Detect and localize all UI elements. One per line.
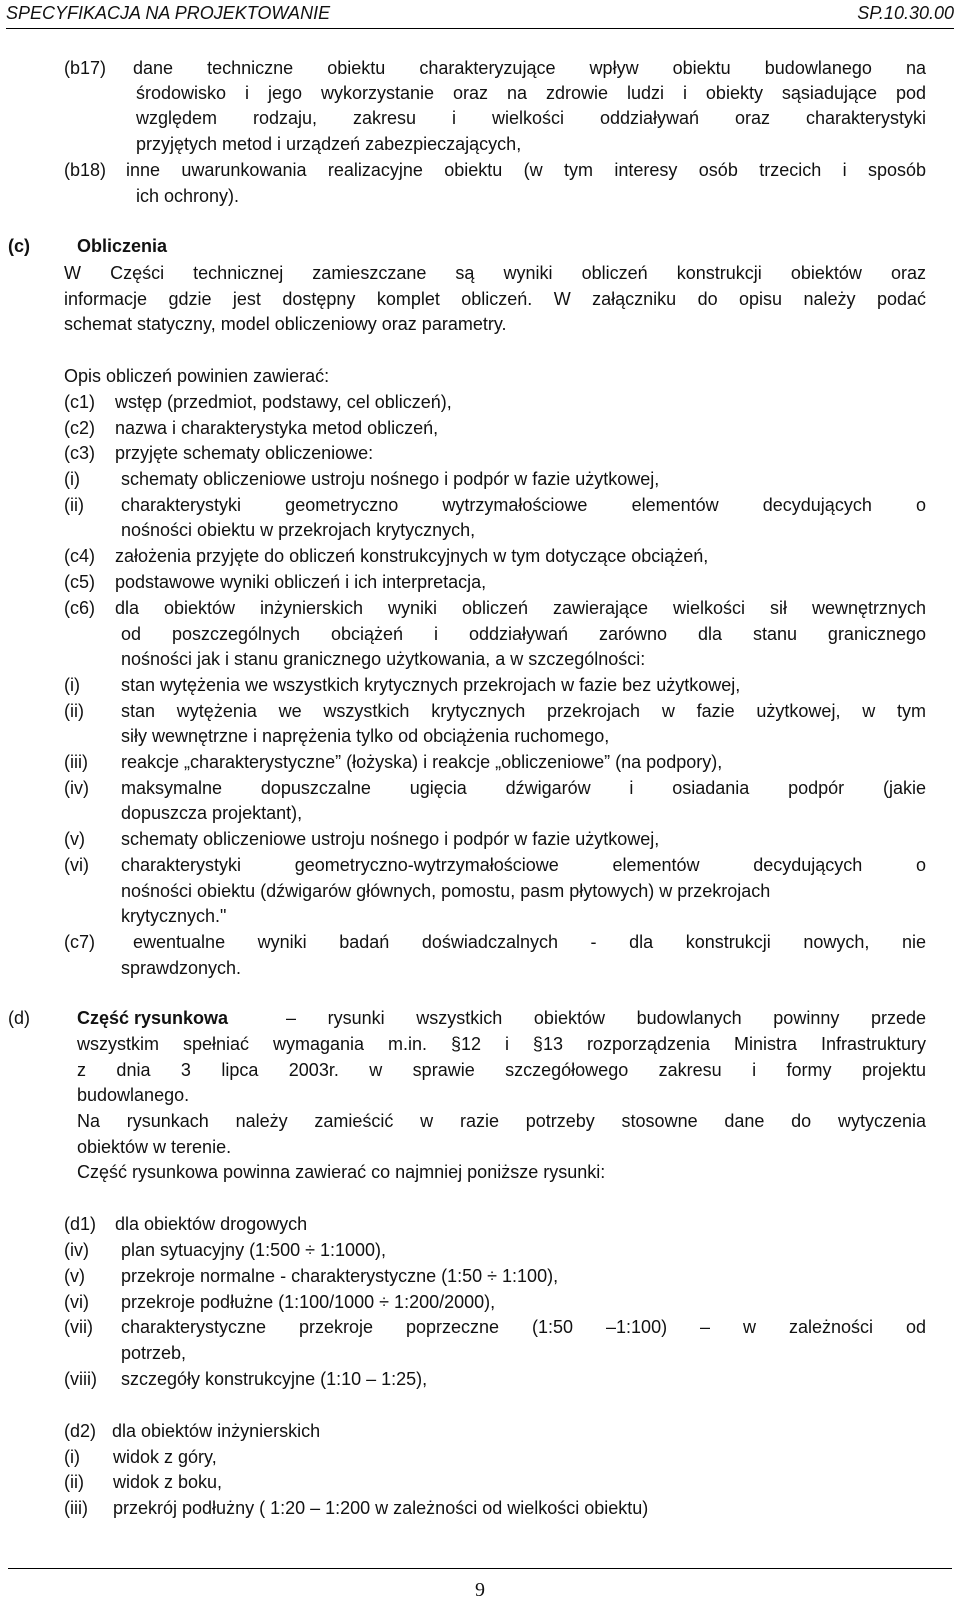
text-line: krytycznych." bbox=[121, 906, 227, 926]
section-label-d: (d) bbox=[8, 1008, 30, 1028]
subitem-label: (iii) bbox=[64, 752, 88, 772]
text-line: przekroje normalne - charakterystyczne (1:50 ÷ 1:100), bbox=[121, 1266, 559, 1286]
subitem-label: (v) bbox=[64, 1266, 85, 1286]
text-line: informacje gdzie jest dostępny komplet obliczeń. W załączniku do opisu należy podać bbox=[64, 289, 926, 309]
item-label-c2: (c2) bbox=[64, 418, 95, 438]
subitem-label: (iii) bbox=[64, 1498, 88, 1518]
section-heading-czesc-rysunkowa: Część rysunkowa bbox=[77, 1008, 229, 1028]
text-line: środowisko i jego wykorzystanie oraz na zdrowie ludzi i obiekty sąsiadujące pod bbox=[136, 83, 926, 103]
text-line: dla obiektów inżynierskich bbox=[112, 1421, 321, 1441]
text-line: dane techniczne obiektu charakteryzujące wpływ obiektu budowlanego na bbox=[133, 58, 926, 78]
subitem-label: (vi) bbox=[64, 855, 89, 875]
text-line: przyjęte schematy obliczeniowe: bbox=[115, 443, 374, 463]
text-line: widok z boku, bbox=[113, 1472, 223, 1492]
section-label-c: (c) bbox=[8, 236, 30, 256]
text-line: siły wewnętrzne i naprężenia tylko od obciążenia ruchomego, bbox=[121, 726, 610, 746]
section-heading-obliczenia: Obliczenia bbox=[77, 236, 168, 256]
text-line: nośności jak i stanu granicznego użytkowania, a w szczególności: bbox=[121, 649, 646, 669]
text-line: schematy obliczeniowe ustroju nośnego i podpór w fazie użytkowej, bbox=[121, 469, 660, 489]
item-label-d1: (d1) bbox=[64, 1214, 97, 1234]
subitem-label: (ii) bbox=[64, 701, 84, 721]
text-line: – rysunki wszystkich obiektów budowlanych powinny przede bbox=[286, 1008, 926, 1028]
text-line: maksymalne dopuszczalne ugięcia dźwigarów i osiadania podpór (jakie bbox=[121, 778, 926, 798]
text-line: wstęp (przedmiot, podstawy, cel obliczeń), bbox=[115, 392, 452, 412]
subitem-label: (iv) bbox=[64, 1240, 89, 1260]
document-code: SP.10.30.00 bbox=[857, 3, 954, 23]
text-line: wszystkim spełniać wymagania m.in. §12 i §13 rozporządzenia Ministra Infrastruktury bbox=[77, 1034, 926, 1054]
text-line: nośności obiektu (dźwigarów głównych, pomostu, pasm płytowych) w przekrojach bbox=[121, 881, 771, 901]
text-line: reakcje „charakterystyczne” (łożyska) i reakcje „obliczeniowe” (na podpory), bbox=[121, 752, 723, 772]
text-line: budowlanego. bbox=[77, 1085, 190, 1105]
text-line: W Części technicznej zamieszczane są wyniki obliczeń konstrukcji obiektów oraz bbox=[64, 263, 926, 283]
item-label-c3: (c3) bbox=[64, 443, 95, 463]
subitem-label: (v) bbox=[64, 829, 85, 849]
text-line: charakterystyki geometryczno-wytrzymałościowe elementów decydujących o bbox=[121, 855, 926, 875]
page-number: 9 bbox=[475, 1579, 485, 1601]
subitem-label: (i) bbox=[64, 675, 80, 695]
text-line: inne uwarunkowania realizacyjne obiektu (w tym interesy osób trzecich i sposób bbox=[126, 160, 926, 180]
text-line: ewentualne wyniki badań doświadczalnych - dla konstrukcji nowych, nie bbox=[133, 932, 926, 952]
text-line: dla obiektów inżynierskich wyniki obliczeń zawierające wielkości sił wewnętrznych bbox=[115, 598, 926, 618]
text-line: nazwa i charakterystyka metod obliczeń, bbox=[115, 418, 439, 438]
item-label-b17: (b17) bbox=[64, 58, 107, 78]
text-line: przekrój podłużny ( 1:20 – 1:200 w zależności od wielkości obiektu) bbox=[113, 1498, 649, 1518]
text-line: widok z góry, bbox=[113, 1447, 217, 1467]
text-line: ich ochrony). bbox=[136, 186, 240, 206]
text-line: obiektów w terenie. bbox=[77, 1137, 232, 1157]
subitem-label: (viii) bbox=[64, 1369, 97, 1389]
item-label-d2: (d2) bbox=[64, 1421, 97, 1441]
text-line: założenia przyjęte do obliczeń konstrukcyjnych w tym dotyczące obciążeń, bbox=[115, 546, 709, 566]
subitem-label: (i) bbox=[64, 1447, 80, 1467]
text-line: z dnia 3 lipca 2003r. w sprawie szczegółowego zakresu i formy projektu bbox=[77, 1060, 926, 1080]
item-label-c5: (c5) bbox=[64, 572, 95, 592]
text-line: od poszczególnych obciążeń i oddziaływań zarówno dla stanu granicznego bbox=[121, 624, 926, 644]
subitem-label: (vi) bbox=[64, 1292, 89, 1312]
text-line: stan wytężenia we wszystkich krytycznych przekrojach w fazie użytkowej, w tym bbox=[121, 701, 926, 721]
text-line: plan sytuacyjny (1:500 ÷ 1:1000), bbox=[121, 1240, 387, 1260]
page-header bbox=[6, 0, 954, 29]
text-line: Część rysunkowa powinna zawierać co najmniej poniższe rysunki: bbox=[77, 1162, 606, 1182]
text-line: szczegóły konstrukcyjne (1:10 – 1:25), bbox=[121, 1369, 428, 1389]
text-line: dopuszcza projektant), bbox=[121, 803, 303, 823]
text-line: sprawdzonych. bbox=[121, 958, 242, 978]
text-line: charakterystyki geometryczno wytrzymałościowe elementów decydujących o bbox=[121, 495, 926, 515]
subitem-label: (ii) bbox=[64, 1472, 84, 1492]
item-label-c4: (c4) bbox=[64, 546, 95, 566]
text-line: przyjętych metod i urządzeń zabezpieczających, bbox=[136, 134, 522, 154]
subitem-label: (vii) bbox=[64, 1317, 93, 1337]
item-label-c6: (c6) bbox=[64, 598, 95, 618]
list-intro: Opis obliczeń powinien zawierać: bbox=[64, 366, 330, 386]
item-label-b18: (b18) bbox=[64, 160, 107, 180]
document-title: SPECYFIKACJA NA PROJEKTOWANIE bbox=[6, 3, 331, 23]
text-line: charakterystyczne przekroje poprzeczne (1:50 –1:100) – w zależności od bbox=[121, 1317, 926, 1337]
text-line: stan wytężenia we wszystkich krytycznych przekrojach w fazie bez użytkowej, bbox=[121, 675, 741, 695]
text-line: względem rodzaju, zakresu i wielkości oddziaływań oraz charakterystyki bbox=[136, 108, 926, 128]
text-line: Na rysunkach należy zamieścić w razie potrzeby stosowne dane do wytyczenia bbox=[77, 1111, 926, 1131]
text-line: dla obiektów drogowych bbox=[115, 1214, 308, 1234]
subitem-label: (iv) bbox=[64, 778, 89, 798]
item-label-c7: (c7) bbox=[64, 932, 95, 952]
item-label-c1: (c1) bbox=[64, 392, 95, 412]
text-line: nośności obiektu w przekrojach krytycznych, bbox=[121, 520, 476, 540]
subitem-label: (i) bbox=[64, 469, 80, 489]
footer-rule bbox=[8, 1568, 952, 1569]
text-line: przekroje podłużne (1:100/1000 ÷ 1:200/2000), bbox=[121, 1292, 496, 1312]
text-line: podstawowe wyniki obliczeń i ich interpretacja, bbox=[115, 572, 487, 592]
text-line: schemat statyczny, model obliczeniowy oraz parametry. bbox=[64, 314, 507, 334]
text-line: potrzeb, bbox=[121, 1343, 187, 1363]
text-line: schematy obliczeniowe ustroju nośnego i podpór w fazie użytkowej, bbox=[121, 829, 660, 849]
subitem-label: (ii) bbox=[64, 495, 84, 515]
